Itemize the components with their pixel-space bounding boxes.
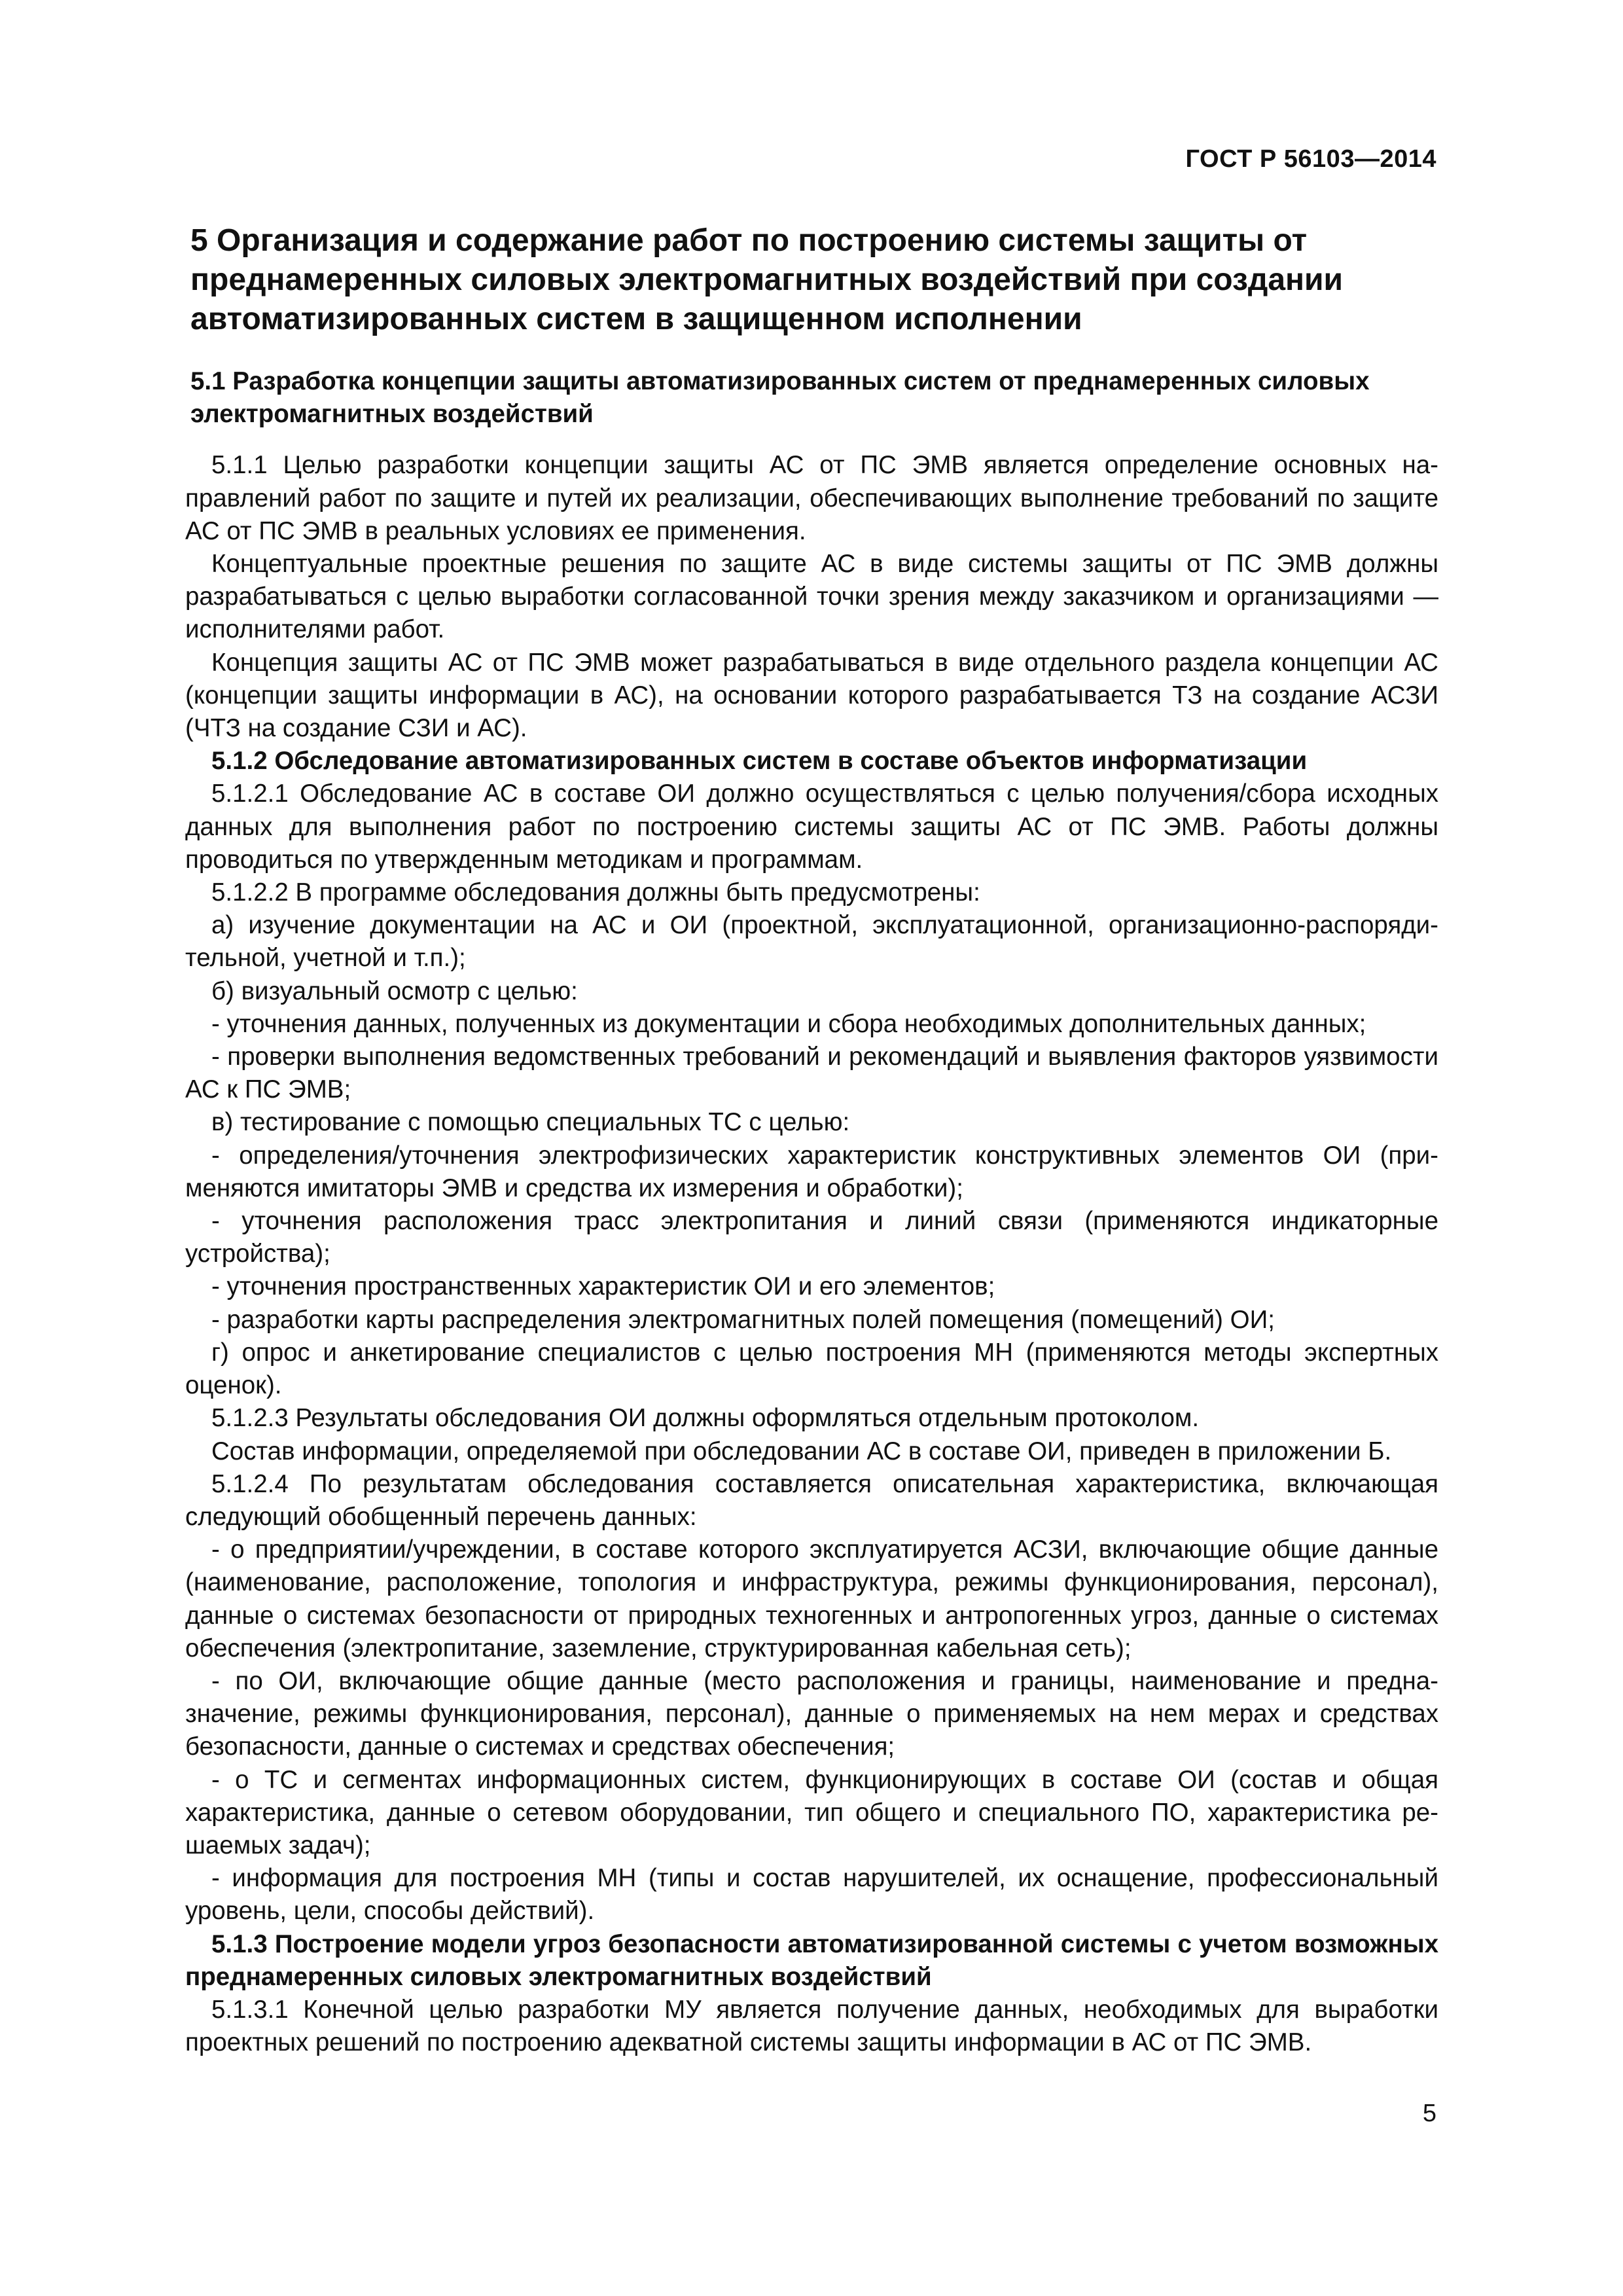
clause-heading: 5.1.2 Обследование автоматизированных систем в составе объектов информатизации — [211, 747, 1308, 776]
list-item: - по ОИ, включающие общие данные (место расположения и границы, наименование и предназначение, режимы функционирования, персонал), данные о применяемых на нем мерах и средствах безопасности, данные о системах и средствах обеспечения; — [185, 1666, 1438, 1761]
paragraph: 5.1.2.1 Обследование АС в составе ОИ должно осуществляться с целью получения/сбора исходных данных для выполнения работ по построению системы защиты АС от ПС ЭМВ. Работы должны проводиться по утвержденным методикам и программам. — [185, 780, 1438, 874]
list-item: - определения/уточнения электрофизических характеристик конструктивных элементов ОИ (применяются имитаторы ЭМВ и средства их измерения и обработки); — [185, 1141, 1438, 1202]
paragraph: Состав информации, определяемой при обследовании АС в составе ОИ, приведен в приложении Б. — [211, 1437, 1392, 1465]
list-item: б) визуальный осмотр с целью: — [211, 977, 578, 1005]
list-item: - проверки выполнения ведомственных требований и рекомендаций и выявления факторов уязвимости АС к ПС ЭМВ; — [185, 1043, 1438, 1104]
list-item: - уточнения данных, полученных из документации и сбора необходимых дополнительных данных; — [211, 1009, 1366, 1038]
list-item: а) изучение документации на АС и ОИ (проектной, эксплуатационной, организационно-распорядительной, учетной и т.п.); — [185, 911, 1438, 973]
list-item: - уточнения расположения трасс электропитания и линий связи (применяются индикаторные устройства); — [185, 1207, 1438, 1268]
list-item: - информация для построения МН (типы и состав нарушителей, их оснащение, профессиональный уровень, цели, способы действий). — [185, 1864, 1438, 1926]
page-number: 5 — [1422, 2100, 1436, 2127]
clause-heading: 5.1.3 Построение модели угроз безопасности автоматизированной системы с учетом возможных преднамеренных силовых электромагнитных воздействий — [185, 1929, 1438, 1991]
list-item: - о ТС и сегментах информационных систем, функционирующих в составе ОИ (состав и общая характеристика, данные о сетевом оборудовании, тип общего и специального ПО, характеристика решаемых задач); — [185, 1765, 1438, 1859]
paragraph: 5.1.2.3 Результаты обследования ОИ должны оформляться отдельным протоколом. — [211, 1404, 1200, 1433]
paragraph: 5.1.1 Целью разработки концепции защиты АС от ПС ЭМВ является определение основных направлений работ по защите и путей их реализации, обеспечивающих выполнение требований по защите АС от ПС ЭМВ в реальных условиях ее применения. — [185, 451, 1438, 545]
standard-code: ГОСТ Р 56103—2014 — [1185, 145, 1436, 173]
list-item: - уточнения пространственных характеристик ОИ и его элементов; — [211, 1272, 995, 1301]
paragraph: Концепция защиты АС от ПС ЭМВ может разрабатываться в виде отдельного раздела концепции АС (концепции защиты информации в АС), на основании которого разрабатывается ТЗ на создание АСЗИ (ЧТЗ на создание СЗИ и АС). — [185, 648, 1438, 743]
list-item: - о предприятии/учреждении, в составе которого эксплуатируется АСЗИ, включающие общие данные (наименование, расположение, топология и инфраструктура, режимы функционирования, персонал), данные о системах безопасности от природных техногенных и антропогенных угроз, данные о системах обеспечения (электропитание, заземление, структурированная кабельная сеть); — [185, 1535, 1438, 1662]
paragraph: 5.1.2.2 В программе обследования должны быть предусмотрены: — [211, 878, 980, 907]
list-item: в) тестирование с помощью специальных ТС с целью: — [211, 1108, 850, 1137]
list-item: - разработки карты распределения электромагнитных полей помещения (помещений) ОИ; — [211, 1305, 1275, 1334]
paragraph: 5.1.2.4 По результатам обследования составляется описательная характеристика, включающая следующий обобщенный перечень данных: — [185, 1469, 1438, 1531]
page-content — [185, 221, 1438, 2059]
paragraph: 5.1.3.1 Конечной целью разработки МУ является получение данных, необходимых для выработки проектных решений по построению адекватной системы защиты информации в АС от ПС ЭМВ. — [185, 1995, 1438, 2057]
subsection-heading: 5.1 Разработка концепции защиты автоматизированных систем от преднамеренных силовых электромагнитных воздействий — [190, 367, 1370, 429]
list-item: г) опрос и анкетирование специалистов с целью построения МН (применяются методы экспертных оценок). — [185, 1338, 1438, 1400]
section-heading: 5 Организация и содержание работ по построению системы защиты от преднамеренных силовых электромагнитных воздействий при создании автоматизированных систем в защищенном исполнении — [190, 223, 1344, 336]
paragraph: Концептуальные проектные решения по защите АС в виде системы защиты от ПС ЭМВ должны разрабатываться с целью выработки согласованной точки зрения между заказчиком и организациями — исполнителями работ. — [185, 550, 1438, 644]
